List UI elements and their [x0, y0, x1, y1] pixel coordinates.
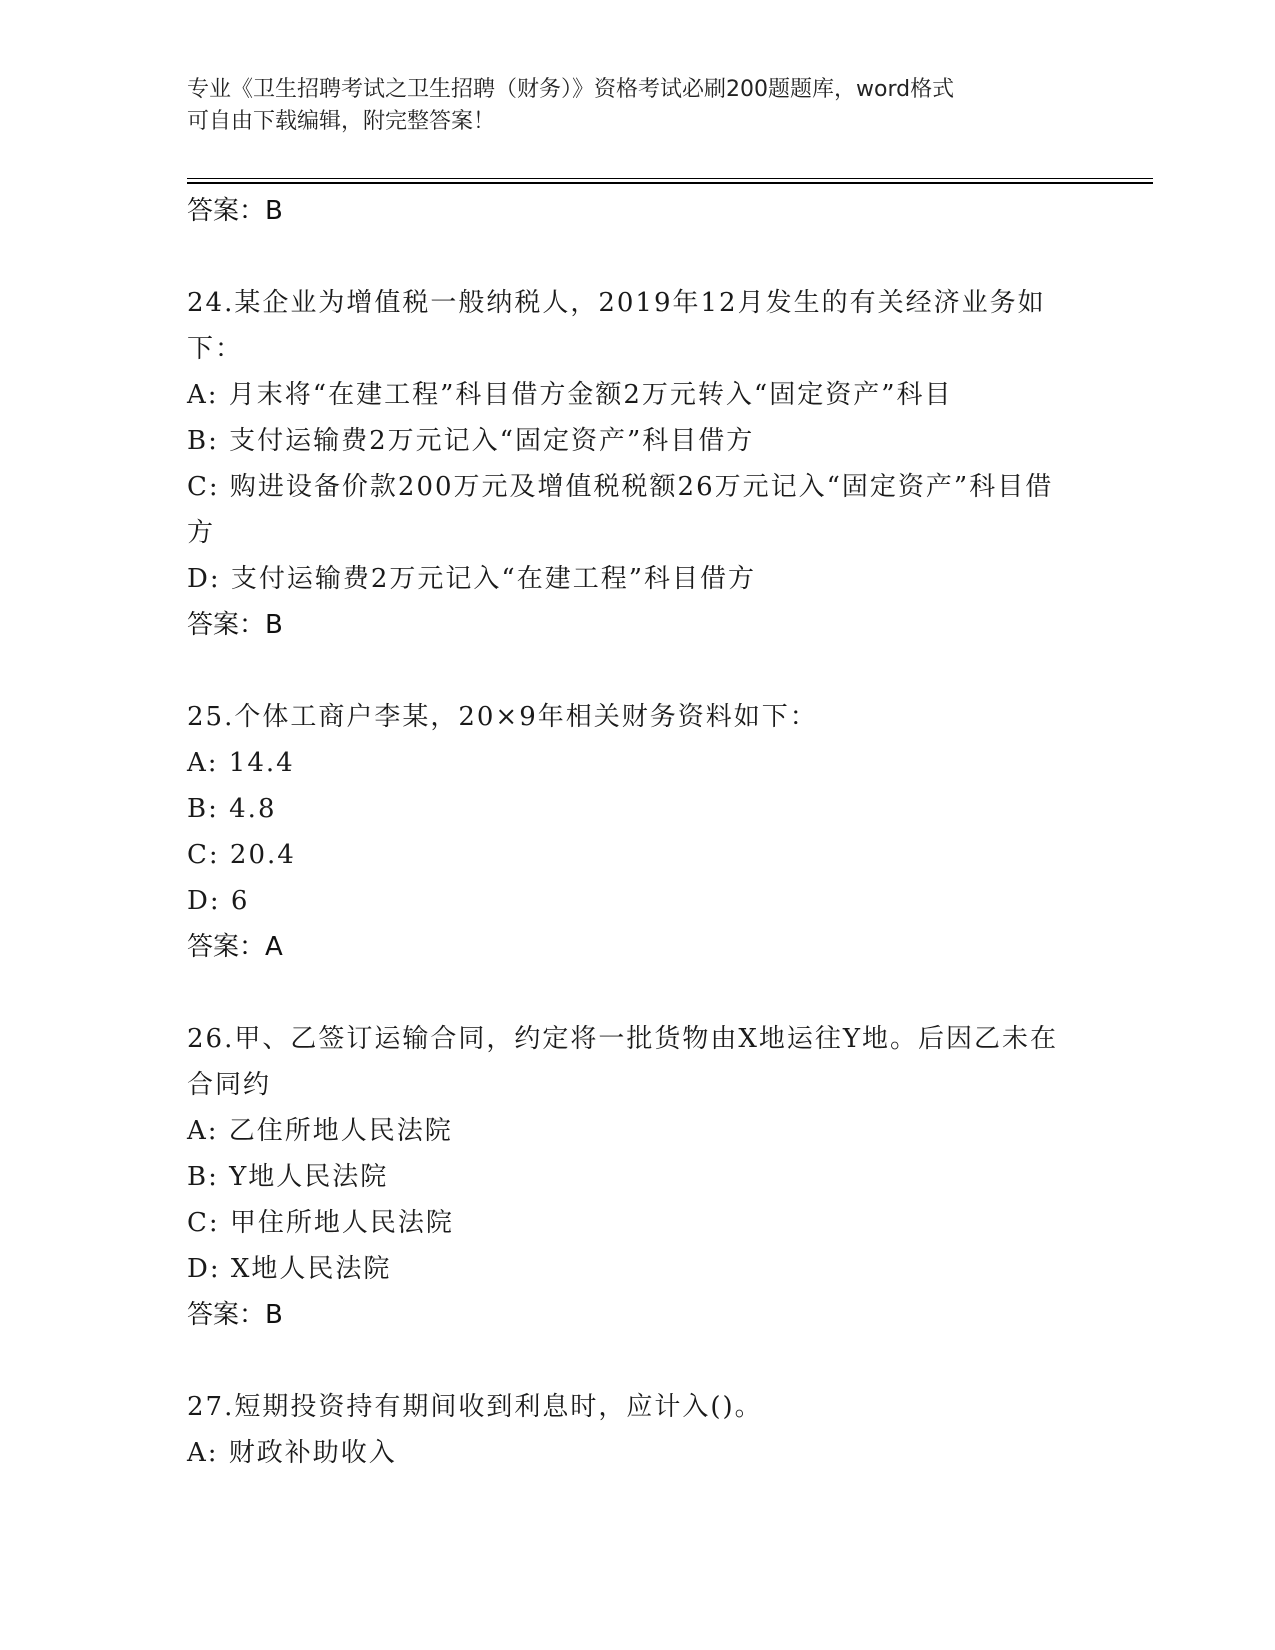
option-b: B: Y地人民法院: [187, 1162, 389, 1192]
header-line-1: 专业《卫生招聘考试之卫生招聘（财务）》资格考试必刷200题题库，word格式: [187, 77, 955, 102]
question-text: 25.个体工商户李某，20×9年相关财务资料如下：: [187, 702, 818, 732]
answer-value: A: [265, 932, 283, 962]
option-d: D: X地人民法院: [187, 1254, 392, 1284]
spacer: [187, 1338, 1087, 1384]
question-list: [187, 188, 1087, 1476]
question-text: 26.甲、乙签订运输合同，约定将一批货物由X地运往Y地。后因乙未在合同约: [187, 1024, 1059, 1100]
question-text: 27.短期投资持有期间收到利息时，应计入()。: [187, 1392, 763, 1422]
spacer: [187, 970, 1087, 1016]
option-c: C: 购进设备价款200万元及增值税税额26万元记入“固定资产”科目借方: [187, 472, 1054, 548]
answer-label: 答案：: [187, 932, 266, 962]
option-b: B: 4.8: [187, 794, 277, 824]
question-block: [187, 1384, 1087, 1476]
option-b: B: 支付运输费2万元记入“固定资产”科目借方: [187, 426, 755, 456]
question-block: [187, 694, 1087, 970]
page-header: [187, 74, 1067, 138]
option-d: D: 支付运输费2万元记入“在建工程”科目借方: [187, 564, 756, 594]
header-divider-thin: [187, 178, 1153, 179]
spacer: [187, 234, 1087, 280]
header-line-2: 可自由下载编辑，附完整答案！: [187, 109, 496, 134]
answer-label: 答案：: [187, 610, 266, 640]
answer-line: [187, 1292, 1087, 1338]
answer-value: B: [265, 610, 283, 640]
option-a: A: 乙住所地人民法院: [187, 1116, 453, 1146]
header-divider-thick: [187, 182, 1153, 184]
option-a: A: 月末将“在建工程”科目借方金额2万元转入“固定资产”科目: [187, 380, 953, 410]
question-block: [187, 280, 1087, 648]
option-a: A: 14.4: [187, 748, 295, 778]
answer-value: B: [265, 196, 283, 226]
answer-label: 答案：: [187, 1300, 266, 1330]
question-text: 24.某企业为增值税一般纳税人，2019年12月发生的有关经济业务如下：: [187, 288, 1046, 364]
spacer: [187, 648, 1087, 694]
option-c: C: 甲住所地人民法院: [187, 1208, 454, 1238]
answer-value: B: [265, 1300, 283, 1330]
answer-line: [187, 924, 1087, 970]
option-a: A: 财政补助收入: [187, 1438, 397, 1468]
answer-line: [187, 188, 1087, 234]
answer-line: [187, 602, 1087, 648]
question-block: [187, 1016, 1087, 1338]
option-c: C: 20.4: [187, 840, 296, 870]
option-d: D: 6: [187, 886, 250, 916]
answer-label: 答案：: [187, 196, 266, 226]
